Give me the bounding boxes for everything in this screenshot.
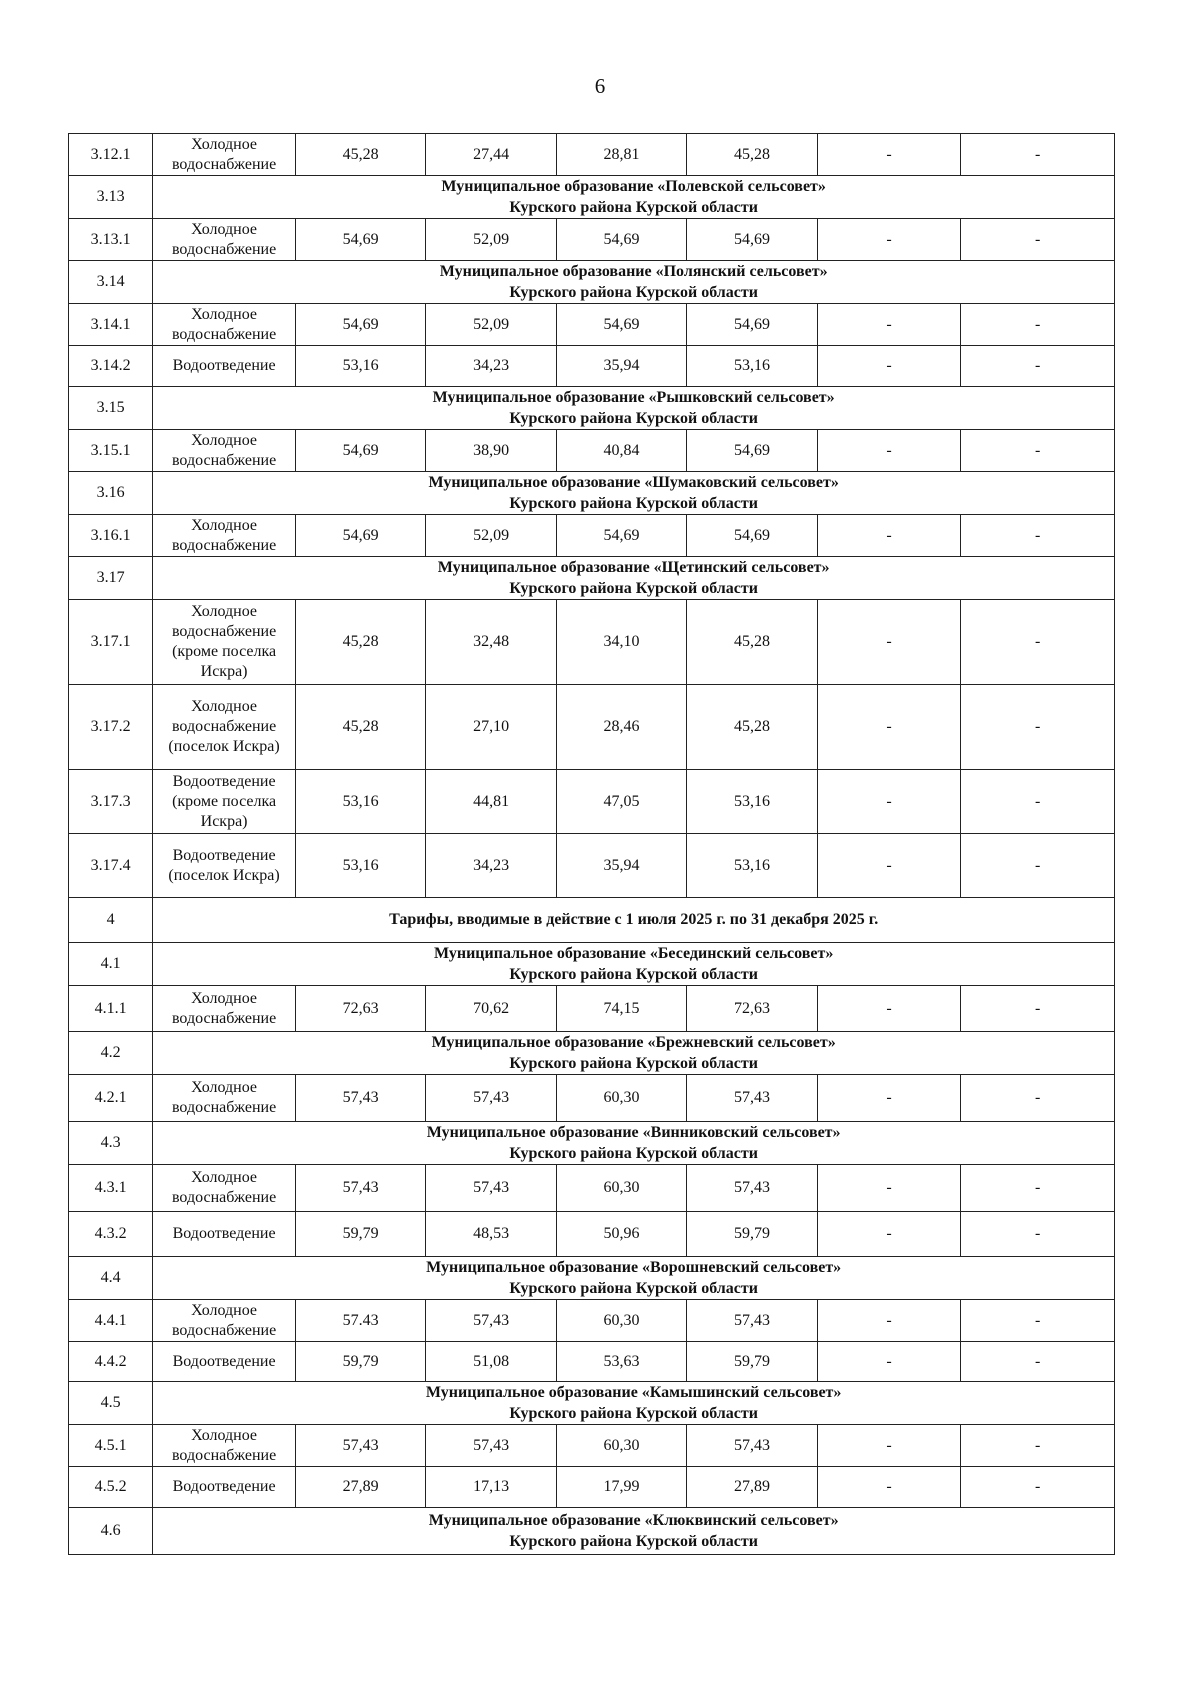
value-cell: 54,69	[556, 304, 686, 346]
value-cell: 57,43	[295, 1075, 425, 1122]
value-cell: 45,28	[687, 685, 817, 770]
value-cell: 40,84	[556, 430, 686, 472]
value-cell: -	[817, 1300, 961, 1342]
value-cell: -	[817, 346, 961, 387]
row-number-cell: 3.17.2	[69, 685, 153, 770]
municipality-header-row	[69, 387, 1115, 430]
value-cell: 54,69	[687, 515, 817, 557]
tariff-row	[69, 1342, 1115, 1382]
row-number-cell: 3.16.1	[69, 515, 153, 557]
value-cell: 28,46	[556, 685, 686, 770]
section-header-row	[69, 898, 1115, 943]
row-number-cell: 4.2.1	[69, 1075, 153, 1122]
value-cell: 35,94	[556, 834, 686, 898]
municipality-name: Муниципальное образование «Полянский сельсовет»	[439, 263, 828, 280]
municipality-header-cell	[153, 176, 1115, 219]
value-cell: 45,28	[295, 600, 425, 685]
municipality-header-cell	[153, 1257, 1115, 1300]
tariff-row	[69, 600, 1115, 685]
value-cell: 57.43	[295, 1300, 425, 1342]
value-cell: -	[817, 770, 961, 834]
value-cell: 53,16	[295, 834, 425, 898]
value-cell: -	[961, 834, 1115, 898]
value-cell: 27,89	[687, 1467, 817, 1508]
row-number-cell: 4.3	[69, 1122, 153, 1165]
row-number-cell: 4	[69, 898, 153, 943]
value-cell: 48,53	[426, 1212, 556, 1257]
value-cell: -	[961, 1467, 1115, 1508]
value-cell: 57,43	[426, 1165, 556, 1212]
value-cell: 60,30	[556, 1075, 686, 1122]
service-cell: Холодное водоснабжение	[153, 1075, 296, 1122]
tariff-row	[69, 515, 1115, 557]
municipality-region: Курского района Курской области	[509, 966, 758, 983]
value-cell: -	[961, 685, 1115, 770]
tariff-row	[69, 430, 1115, 472]
tariffs-table-body	[69, 134, 1115, 1555]
tariff-row	[69, 986, 1115, 1032]
value-cell: -	[961, 1165, 1115, 1212]
municipality-header-row	[69, 1257, 1115, 1300]
municipality-header-cell	[153, 1122, 1115, 1165]
tariff-row	[69, 1075, 1115, 1122]
service-cell: Холодное водоснабжение	[153, 304, 296, 346]
value-cell: 45,28	[687, 134, 817, 176]
value-cell: 70,62	[426, 986, 556, 1032]
municipality-header-cell	[153, 261, 1115, 304]
municipality-header-row	[69, 261, 1115, 304]
municipality-header-row	[69, 176, 1115, 219]
row-number-cell: 4.2	[69, 1032, 153, 1075]
value-cell: -	[817, 1342, 961, 1382]
tariffs-table	[68, 133, 1115, 1555]
tariff-row	[69, 134, 1115, 176]
value-cell: 57,43	[687, 1300, 817, 1342]
municipality-header-cell	[153, 1508, 1115, 1555]
value-cell: 59,79	[687, 1212, 817, 1257]
value-cell: 27,10	[426, 685, 556, 770]
value-cell: 60,30	[556, 1425, 686, 1467]
value-cell: 57,43	[687, 1425, 817, 1467]
service-cell: Холодное водоснабжение (поселок Искра)	[153, 685, 296, 770]
service-cell: Водоотведение (поселок Искра)	[153, 834, 296, 898]
municipality-header-row	[69, 1032, 1115, 1075]
value-cell: 74,15	[556, 986, 686, 1032]
value-cell: -	[817, 304, 961, 346]
row-number-cell: 3.16	[69, 472, 153, 515]
value-cell: 57,43	[687, 1075, 817, 1122]
service-cell: Холодное водоснабжение	[153, 515, 296, 557]
value-cell: 57,43	[426, 1300, 556, 1342]
value-cell: 54,69	[556, 515, 686, 557]
service-cell: Холодное водоснабжение	[153, 1425, 296, 1467]
value-cell: 54,69	[687, 430, 817, 472]
row-number-cell: 4.5.2	[69, 1467, 153, 1508]
value-cell: 53,63	[556, 1342, 686, 1382]
value-cell: -	[961, 770, 1115, 834]
value-cell: 34,23	[426, 834, 556, 898]
value-cell: 54,69	[295, 515, 425, 557]
service-cell: Холодное водоснабжение	[153, 1300, 296, 1342]
value-cell: -	[817, 600, 961, 685]
value-cell: -	[817, 1165, 961, 1212]
municipality-header-cell	[153, 557, 1115, 600]
value-cell: -	[817, 834, 961, 898]
value-cell: 57,43	[687, 1165, 817, 1212]
value-cell: 47,05	[556, 770, 686, 834]
value-cell: 38,90	[426, 430, 556, 472]
municipality-region: Курского района Курской области	[509, 1405, 758, 1422]
value-cell: 54,69	[556, 219, 686, 261]
value-cell: -	[961, 1075, 1115, 1122]
municipality-region: Курского района Курской области	[509, 1055, 758, 1072]
row-number-cell: 4.1	[69, 943, 153, 986]
value-cell: -	[961, 1342, 1115, 1382]
value-cell: 34,10	[556, 600, 686, 685]
row-number-cell: 3.12.1	[69, 134, 153, 176]
service-cell: Холодное водоснабжение	[153, 134, 296, 176]
value-cell: 54,69	[295, 430, 425, 472]
value-cell: 52,09	[426, 515, 556, 557]
municipality-name: Муниципальное образование «Клюквинский сельсовет»	[428, 1512, 839, 1529]
service-cell: Холодное водоснабжение	[153, 430, 296, 472]
service-cell: Водоотведение	[153, 1467, 296, 1508]
value-cell: -	[961, 430, 1115, 472]
tariff-row	[69, 1425, 1115, 1467]
row-number-cell: 3.14	[69, 261, 153, 304]
section-title-cell: Тарифы, вводимые в действие с 1 июля 2025 г. по 31 декабря 2025 г.	[153, 898, 1115, 943]
tariff-row	[69, 346, 1115, 387]
value-cell: -	[961, 1212, 1115, 1257]
tariff-row	[69, 834, 1115, 898]
row-number-cell: 3.15	[69, 387, 153, 430]
value-cell: 35,94	[556, 346, 686, 387]
municipality-name: Муниципальное образование «Шумаковский сельсовет»	[428, 474, 839, 491]
municipality-name: Муниципальное образование «Полевской сельсовет»	[441, 178, 826, 195]
value-cell: -	[961, 1425, 1115, 1467]
value-cell: 72,63	[295, 986, 425, 1032]
municipality-name: Муниципальное образование «Рышковский сельсовет»	[432, 389, 835, 406]
municipality-name: Муниципальное образование «Брежневский сельсовет»	[431, 1034, 836, 1051]
tariff-row	[69, 219, 1115, 261]
municipality-header-row	[69, 1382, 1115, 1425]
value-cell: 54,69	[295, 219, 425, 261]
municipality-region: Курского района Курской области	[509, 1533, 758, 1550]
service-cell: Водоотведение	[153, 346, 296, 387]
value-cell: -	[817, 986, 961, 1032]
tariff-row	[69, 770, 1115, 834]
service-cell: Холодное водоснабжение	[153, 1165, 296, 1212]
row-number-cell: 3.17.1	[69, 600, 153, 685]
municipality-header-cell	[153, 943, 1115, 986]
municipality-header-row	[69, 943, 1115, 986]
municipality-header-row	[69, 472, 1115, 515]
value-cell: 52,09	[426, 304, 556, 346]
service-cell: Водоотведение (кроме поселка Искра)	[153, 770, 296, 834]
value-cell: -	[961, 219, 1115, 261]
value-cell: -	[817, 685, 961, 770]
service-cell: Водоотведение	[153, 1212, 296, 1257]
value-cell: 53,16	[687, 346, 817, 387]
value-cell: 17,99	[556, 1467, 686, 1508]
tariff-row	[69, 1300, 1115, 1342]
value-cell: 59,79	[295, 1342, 425, 1382]
municipality-region: Курского района Курской области	[509, 495, 758, 512]
value-cell: -	[817, 515, 961, 557]
tariff-row	[69, 685, 1115, 770]
value-cell: 34,23	[426, 346, 556, 387]
tariff-row	[69, 1165, 1115, 1212]
row-number-cell: 4.4.2	[69, 1342, 153, 1382]
value-cell: 57,43	[426, 1425, 556, 1467]
municipality-name: Муниципальное образование «Ворошневский сельсовет»	[426, 1259, 842, 1276]
row-number-cell: 3.17.3	[69, 770, 153, 834]
row-number-cell: 3.14.2	[69, 346, 153, 387]
value-cell: 59,79	[687, 1342, 817, 1382]
municipality-region: Курского района Курской области	[509, 199, 758, 216]
row-number-cell: 3.13.1	[69, 219, 153, 261]
municipality-region: Курского района Курской области	[509, 410, 758, 427]
value-cell: 53,16	[687, 770, 817, 834]
value-cell: -	[961, 986, 1115, 1032]
row-number-cell: 4.3.2	[69, 1212, 153, 1257]
value-cell: 57,43	[426, 1075, 556, 1122]
municipality-header-cell	[153, 1032, 1115, 1075]
municipality-region: Курского района Курской области	[509, 1145, 758, 1162]
value-cell: -	[817, 430, 961, 472]
municipality-region: Курского района Курской области	[509, 1280, 758, 1297]
value-cell: -	[961, 600, 1115, 685]
municipality-name: Муниципальное образование «Бесединский сельсовет»	[433, 945, 834, 962]
row-number-cell: 4.5.1	[69, 1425, 153, 1467]
municipality-region: Курского района Курской области	[509, 580, 758, 597]
tariff-row	[69, 1212, 1115, 1257]
page-number: 6	[594, 74, 606, 98]
value-cell: -	[961, 346, 1115, 387]
service-cell: Холодное водоснабжение	[153, 986, 296, 1032]
value-cell: -	[817, 1075, 961, 1122]
municipality-header-cell	[153, 1382, 1115, 1425]
row-number-cell: 4.6	[69, 1508, 153, 1555]
municipality-header-cell	[153, 472, 1115, 515]
value-cell: 44,81	[426, 770, 556, 834]
municipality-region: Курского района Курской области	[509, 284, 758, 301]
value-cell: 60,30	[556, 1300, 686, 1342]
value-cell: 57,43	[295, 1425, 425, 1467]
value-cell: 60,30	[556, 1165, 686, 1212]
value-cell: -	[817, 1212, 961, 1257]
value-cell: 45,28	[295, 134, 425, 176]
municipality-name: Муниципальное образование «Камышинский сельсовет»	[425, 1384, 842, 1401]
row-number-cell: 3.13	[69, 176, 153, 219]
value-cell: -	[817, 134, 961, 176]
row-number-cell: 4.4.1	[69, 1300, 153, 1342]
value-cell: 53,16	[295, 770, 425, 834]
row-number-cell: 4.4	[69, 1257, 153, 1300]
municipality-header-row	[69, 1508, 1115, 1555]
value-cell: -	[817, 219, 961, 261]
value-cell: 17,13	[426, 1467, 556, 1508]
value-cell: 28,81	[556, 134, 686, 176]
row-number-cell: 3.15.1	[69, 430, 153, 472]
tariff-row	[69, 1467, 1115, 1508]
municipality-name: Муниципальное образование «Щетинский сельсовет»	[437, 559, 830, 576]
row-number-cell: 4.1.1	[69, 986, 153, 1032]
row-number-cell: 4.5	[69, 1382, 153, 1425]
value-cell: -	[961, 515, 1115, 557]
service-cell: Водоотведение	[153, 1342, 296, 1382]
value-cell: 32,48	[426, 600, 556, 685]
municipality-header-cell	[153, 387, 1115, 430]
tariff-row	[69, 304, 1115, 346]
value-cell: 50,96	[556, 1212, 686, 1257]
value-cell: 72,63	[687, 986, 817, 1032]
value-cell: 54,69	[687, 219, 817, 261]
value-cell: 27,44	[426, 134, 556, 176]
value-cell: 59,79	[295, 1212, 425, 1257]
value-cell: 51,08	[426, 1342, 556, 1382]
municipality-name: Муниципальное образование «Винниковский сельсовет»	[426, 1124, 841, 1141]
value-cell: -	[817, 1425, 961, 1467]
row-number-cell: 4.3.1	[69, 1165, 153, 1212]
value-cell: 45,28	[687, 600, 817, 685]
value-cell: 45,28	[295, 685, 425, 770]
value-cell: -	[961, 134, 1115, 176]
service-cell: Холодное водоснабжение	[153, 219, 296, 261]
value-cell: 27,89	[295, 1467, 425, 1508]
value-cell: 57,43	[295, 1165, 425, 1212]
value-cell: -	[961, 304, 1115, 346]
value-cell: 54,69	[687, 304, 817, 346]
row-number-cell: 3.17	[69, 557, 153, 600]
value-cell: -	[817, 1467, 961, 1508]
value-cell: 53,16	[295, 346, 425, 387]
value-cell: 53,16	[687, 834, 817, 898]
value-cell: -	[961, 1300, 1115, 1342]
municipality-header-row	[69, 557, 1115, 600]
row-number-cell: 3.17.4	[69, 834, 153, 898]
service-cell: Холодное водоснабжение (кроме поселка Искра)	[153, 600, 296, 685]
municipality-header-row	[69, 1122, 1115, 1165]
value-cell: 52,09	[426, 219, 556, 261]
row-number-cell: 3.14.1	[69, 304, 153, 346]
value-cell: 54,69	[295, 304, 425, 346]
